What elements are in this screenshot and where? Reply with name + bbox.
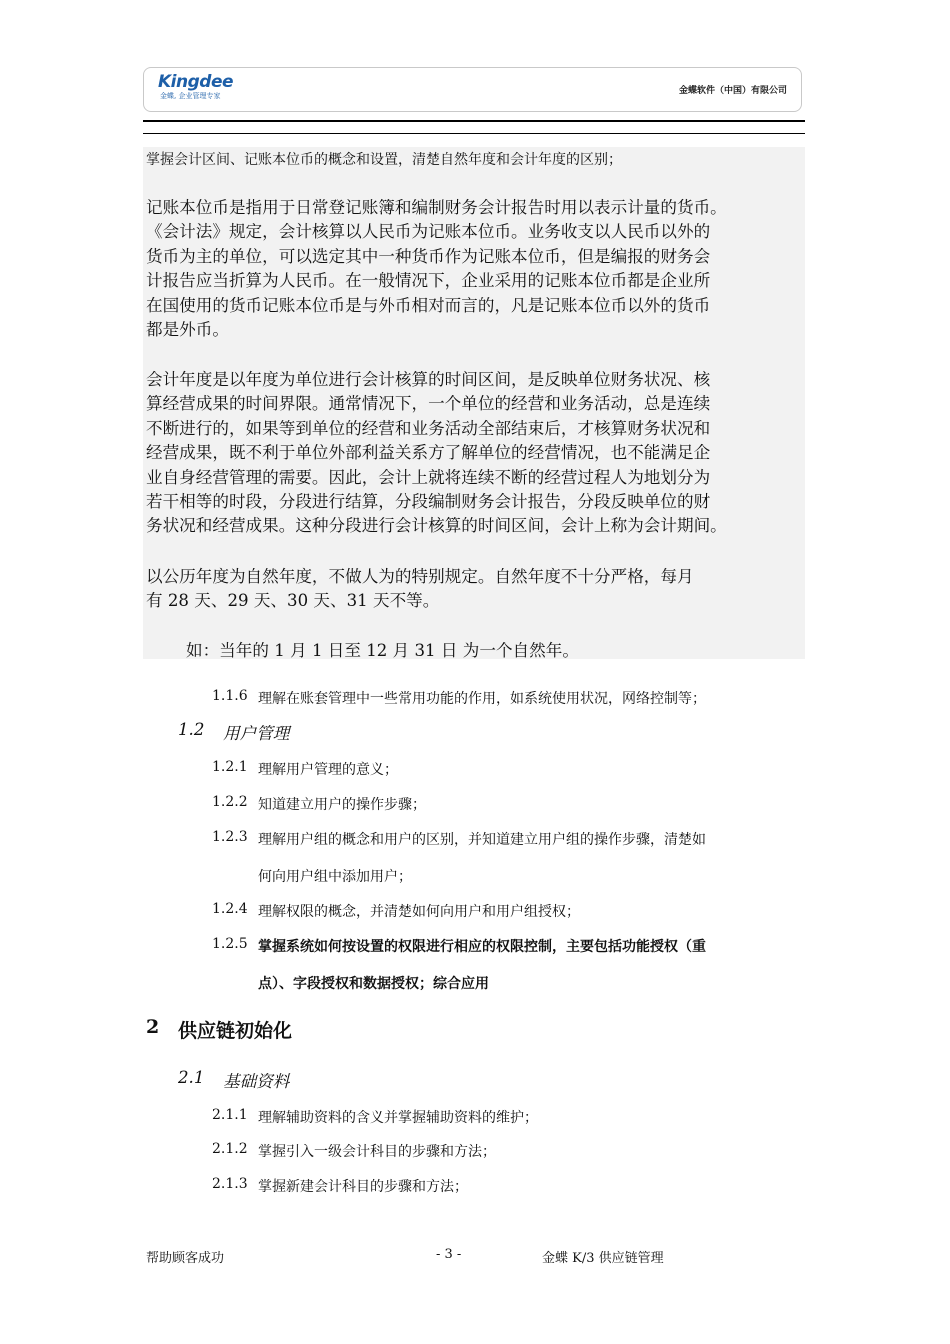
paragraph-line: 货币为主的单位，可以选定其中一种货币作为记账本位币，但是编报的财务会 (146, 246, 711, 266)
item-text: 点）、字段授权和数据授权；综合应用 (258, 976, 489, 992)
paragraph-line: 都是外币。 (146, 320, 229, 340)
paragraph-line: 经营成果，既不利于单位外部利益关系方了解单位的经营情况，也不能满足企 (146, 443, 711, 463)
paragraph-line: 业自身经营管理的需要。因此，会计上就将连续不断的经营过程人为地划分为 (146, 467, 711, 487)
paragraph-line: 会计年度是以年度为单位进行会计核算的时间区间，是反映单位财务状况、核 (146, 370, 711, 389)
logo-wordmark: Kingdee (158, 72, 234, 92)
intro-line: 掌握会计区间、记账本位币的概念和设置，清楚自然年度和会计年度的区别； (146, 152, 622, 168)
item-number: 2.1.2 (212, 1141, 248, 1157)
paragraph-line: 有 28 天、29 天、30 天、31 天不等。 (146, 591, 440, 611)
section-heading-2-1 (178, 1068, 290, 1091)
item-number: 2.1.3 (212, 1176, 248, 1192)
paragraph-line: 若干相等的时段，分段进行结算，分段编制财务会计报告，分段反映单位的财 (146, 492, 711, 512)
header-rule-thin (143, 133, 805, 134)
item-text: 理解用户组的概念和用户的区别，并知道建立用户组的操作步骤，清楚如 (258, 832, 706, 848)
paragraph-line: 《会计法》规定，会计核算以人民币为记账本位币。业务收支以人民币以外的 (146, 222, 711, 242)
page-header (143, 67, 802, 112)
item-text: 何向用户组中添加用户； (258, 869, 412, 885)
company-name: 金蝶软件（中国）有限公司 (678, 86, 787, 96)
section-title: 基础资料 (223, 1072, 290, 1091)
chapter-number: 2 (146, 1016, 160, 1038)
kingdee-logo (158, 72, 233, 101)
logo-tagline: 金蝶, 企业管理专家 (160, 92, 221, 100)
item-text: 掌握新建会计科目的步骤和方法； (258, 1179, 468, 1195)
item-text: 理解权限的概念，并清楚如何向用户和用户组授权； (258, 904, 580, 920)
section-number: 2.1 (178, 1068, 205, 1087)
paragraph-base-currency (146, 196, 806, 342)
item-number: 1.2.2 (212, 794, 248, 810)
item-text: 知道建立用户的操作步骤； (258, 797, 426, 813)
item-text: 掌握系统如何按设置的权限进行相应的权限控制，主要包括功能授权（重 (258, 939, 706, 955)
chapter-title: 供应链初始化 (178, 1020, 293, 1042)
paragraph-fiscal-year (146, 368, 806, 539)
item-number: 1.2.1 (212, 759, 248, 775)
item-text: 理解用户管理的意义； (258, 762, 398, 778)
item-text: 理解在账套管理中一些常用功能的作用，如系统使用状况，网络控制等； (258, 691, 706, 707)
header-rule-thick (143, 120, 805, 122)
section-number: 1.2 (178, 720, 205, 739)
footer-slogan: 帮助顾客成功 (146, 1251, 225, 1266)
item-text: 掌握引入一级会计科目的步骤和方法； (258, 1144, 496, 1160)
paragraph-line: 不断进行的，如果等到单位的经营和业务活动全部结束后，才核算财务状况和 (146, 418, 711, 438)
section-title: 用户管理 (223, 724, 290, 743)
item-text: 理解辅助资料的含义并掌握辅助资料的维护； (258, 1110, 538, 1126)
paragraph-line: 务状况和经营成果。这种分段进行会计核算的时间区间，会计上称为会计期间。 (146, 516, 727, 536)
paragraph-line: 在国使用的货币记账本位币是与外币相对而言的，凡是记账本位币以外的货币 (146, 295, 711, 315)
item-number: 1.2.3 (212, 829, 248, 845)
item-number: 1.1.6 (212, 688, 248, 704)
paragraph-line: 计报告应当折算为人民币。在一般情况下，企业采用的记账本位币都是企业所 (146, 271, 711, 291)
item-number: 1.2.4 (212, 901, 248, 917)
item-number: 1.2.5 (212, 936, 248, 952)
paragraph-natural-year (146, 565, 806, 614)
page-number: - 3 - (436, 1247, 462, 1262)
section-heading-1-2 (178, 720, 290, 743)
footer-product: 金蝶 K/3 供应链管理 (542, 1251, 664, 1266)
item-number: 2.1.1 (212, 1107, 248, 1123)
paragraph-line: 记账本位币是指用于日常登记账簿和编制财务会计报告时用以表示计量的货币。 (146, 198, 727, 217)
paragraph-line: 以公历年度为自然年度，不做人为的特别规定。自然年度不十分严格，每月 (146, 567, 694, 586)
example-line: 如：当年的 1 月 1 日至 12 月 31 日 为一个自然年。 (186, 641, 579, 660)
paragraph-line: 算经营成果的时间界限。通常情况下，一个单位的经营和业务活动，总是连续 (146, 394, 711, 414)
